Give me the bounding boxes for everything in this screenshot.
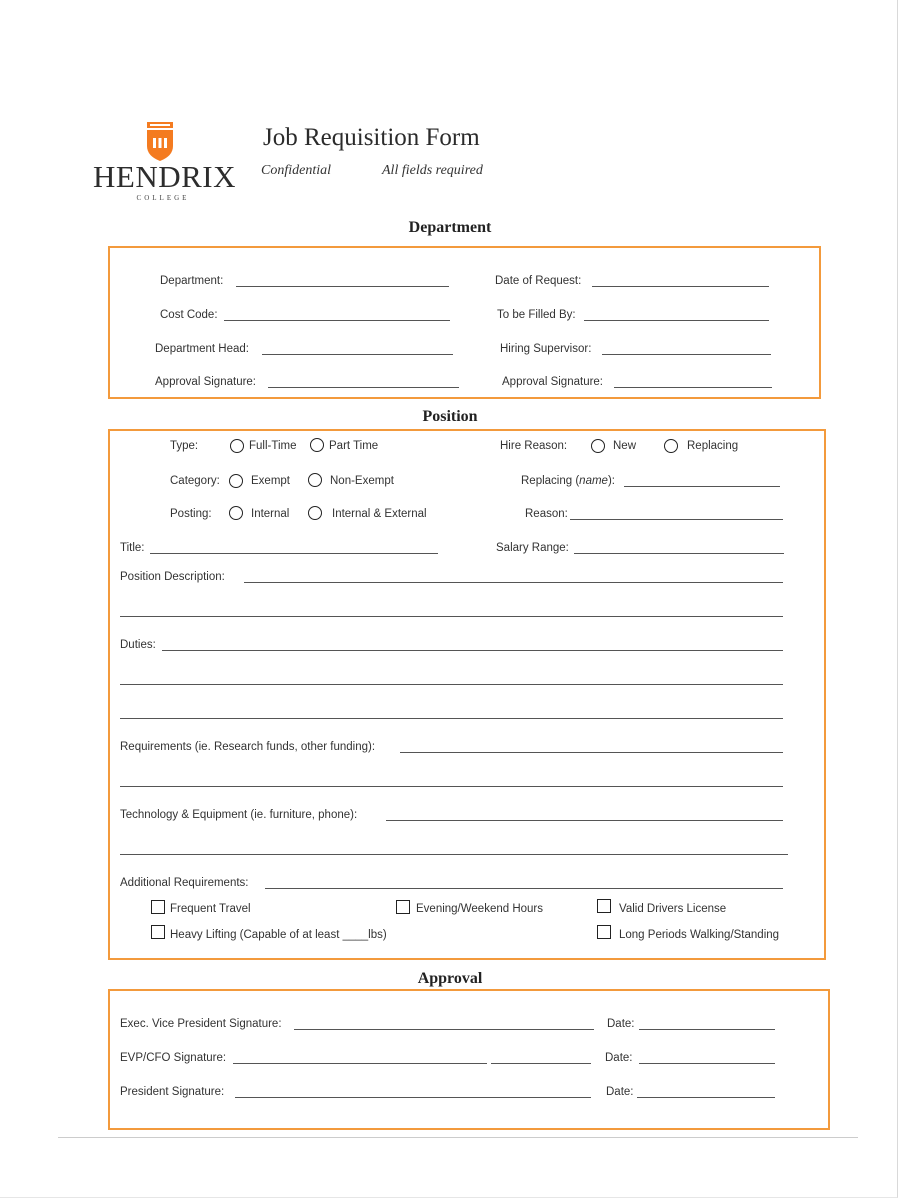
hire-reason-label: Hire Reason:: [500, 440, 568, 452]
type-label: Type:: [170, 440, 199, 452]
date-3-label: Date:: [606, 1086, 634, 1098]
president-signature-field[interactable]: [235, 1097, 591, 1098]
hiring-supervisor-label: Hiring Supervisor:: [500, 343, 592, 355]
title-label: Title:: [120, 542, 145, 554]
approval-signature-right-field[interactable]: [614, 387, 772, 388]
position-description-label: Position Description:: [120, 571, 225, 583]
cost-code-field[interactable]: [224, 320, 450, 321]
evening-weekend-checkbox[interactable]: [396, 900, 410, 914]
president-signature-label: President Signature:: [120, 1086, 225, 1098]
new-radio[interactable]: [591, 439, 605, 453]
replacing-name-field[interactable]: [624, 486, 780, 487]
heavy-lifting-checkbox[interactable]: [151, 925, 165, 939]
department-field[interactable]: [236, 286, 449, 287]
evp-cfo-signature-field-2[interactable]: [491, 1063, 591, 1064]
position-description-field[interactable]: [244, 582, 783, 583]
duties-field[interactable]: [162, 650, 783, 651]
long-periods-checkbox[interactable]: [597, 925, 611, 939]
department-head-field[interactable]: [262, 354, 453, 355]
to-be-filled-by-field[interactable]: [584, 320, 769, 321]
additional-requirements-label: Additional Requirements:: [120, 877, 249, 889]
additional-requirements-field[interactable]: [265, 888, 783, 889]
date-2-label: Date:: [605, 1052, 633, 1064]
exempt-radio[interactable]: [229, 474, 243, 488]
date-1-field[interactable]: [639, 1029, 775, 1030]
duties-field-2[interactable]: [120, 684, 783, 685]
reason-label: Reason:: [525, 508, 568, 520]
approval-signature-left-label: Approval Signature:: [155, 376, 257, 388]
long-periods-label: Long Periods Walking/Standing: [619, 929, 780, 941]
evp-cfo-signature-label: EVP/CFO Signature:: [120, 1052, 227, 1064]
evening-weekend-label: Evening/Weekend Hours: [416, 903, 543, 915]
shield-icon: [145, 122, 175, 162]
replacing-label: Replacing: [687, 440, 739, 452]
salary-range-label: Salary Range:: [496, 542, 569, 554]
form-title: Job Requisition Form: [263, 124, 480, 151]
to-be-filled-by-label: To be Filled By:: [497, 309, 576, 321]
frequent-travel-label: Frequent Travel: [170, 903, 251, 915]
department-head-label: Department Head:: [155, 343, 249, 355]
approval-signature-right-label: Approval Signature:: [502, 376, 604, 388]
technology-field-2[interactable]: [120, 854, 788, 855]
duties-field-3[interactable]: [120, 718, 783, 719]
department-section-title: Department: [408, 219, 492, 236]
full-time-label: Full-Time: [249, 440, 297, 452]
technology-label: Technology & Equipment (ie. furniture, phone):: [120, 809, 358, 821]
part-time-label: Part Time: [329, 440, 379, 452]
salary-range-field[interactable]: [574, 553, 784, 554]
duties-label: Duties:: [120, 639, 156, 651]
exempt-label: Exempt: [251, 475, 290, 487]
category-label: Category:: [170, 475, 220, 487]
part-time-radio[interactable]: [310, 438, 324, 452]
date-1-label: Date:: [607, 1018, 635, 1030]
evp-cfo-signature-field[interactable]: [233, 1063, 487, 1064]
requirements-label: Requirements (ie. Research funds, other funding):: [120, 741, 376, 753]
valid-drivers-checkbox[interactable]: [597, 899, 611, 913]
hiring-supervisor-field[interactable]: [602, 354, 771, 355]
requirements-field-2[interactable]: [120, 786, 783, 787]
date-3-field[interactable]: [637, 1097, 775, 1098]
non-exempt-radio[interactable]: [308, 473, 322, 487]
date-2-field[interactable]: [639, 1063, 775, 1064]
technology-field[interactable]: [386, 820, 783, 821]
replacing-radio[interactable]: [664, 439, 678, 453]
position-section-title: Position: [422, 408, 478, 425]
internal-radio[interactable]: [229, 506, 243, 520]
evp-signature-label: Exec. Vice President Signature:: [120, 1018, 282, 1030]
posting-label: Posting:: [170, 508, 212, 520]
footer-divider: [58, 1137, 858, 1138]
logo-wordmark: HENDRIX: [93, 159, 236, 194]
department-label: Department:: [160, 275, 224, 287]
confidential-note: Confidential: [261, 163, 331, 178]
non-exempt-label: Non-Exempt: [330, 475, 394, 487]
frequent-travel-checkbox[interactable]: [151, 900, 165, 914]
requirements-field[interactable]: [400, 752, 783, 753]
reason-field[interactable]: [570, 519, 783, 520]
heavy-lifting-label: Heavy Lifting (Capable of at least ____lbs): [170, 929, 387, 941]
hendrix-logo: [93, 118, 236, 210]
internal-label: Internal: [251, 508, 290, 520]
full-time-radio[interactable]: [230, 439, 244, 453]
title-field[interactable]: [150, 553, 438, 554]
approval-signature-left-field[interactable]: [268, 387, 459, 388]
internal-external-label: Internal & External: [332, 508, 427, 520]
required-note: All fields required: [382, 163, 483, 178]
date-of-request-field[interactable]: [592, 286, 769, 287]
internal-external-radio[interactable]: [308, 506, 322, 520]
cost-code-label: Cost Code:: [160, 309, 218, 321]
valid-drivers-label: Valid Drivers License: [619, 903, 727, 915]
logo-subtext: COLLEGE: [136, 194, 190, 202]
evp-signature-field[interactable]: [294, 1029, 594, 1030]
position-description-field-2[interactable]: [120, 616, 783, 617]
replacing-name-label: Replacing (name):: [521, 475, 615, 487]
new-label: New: [613, 440, 637, 452]
approval-section-title: Approval: [417, 970, 483, 987]
date-of-request-label: Date of Request:: [495, 275, 582, 287]
